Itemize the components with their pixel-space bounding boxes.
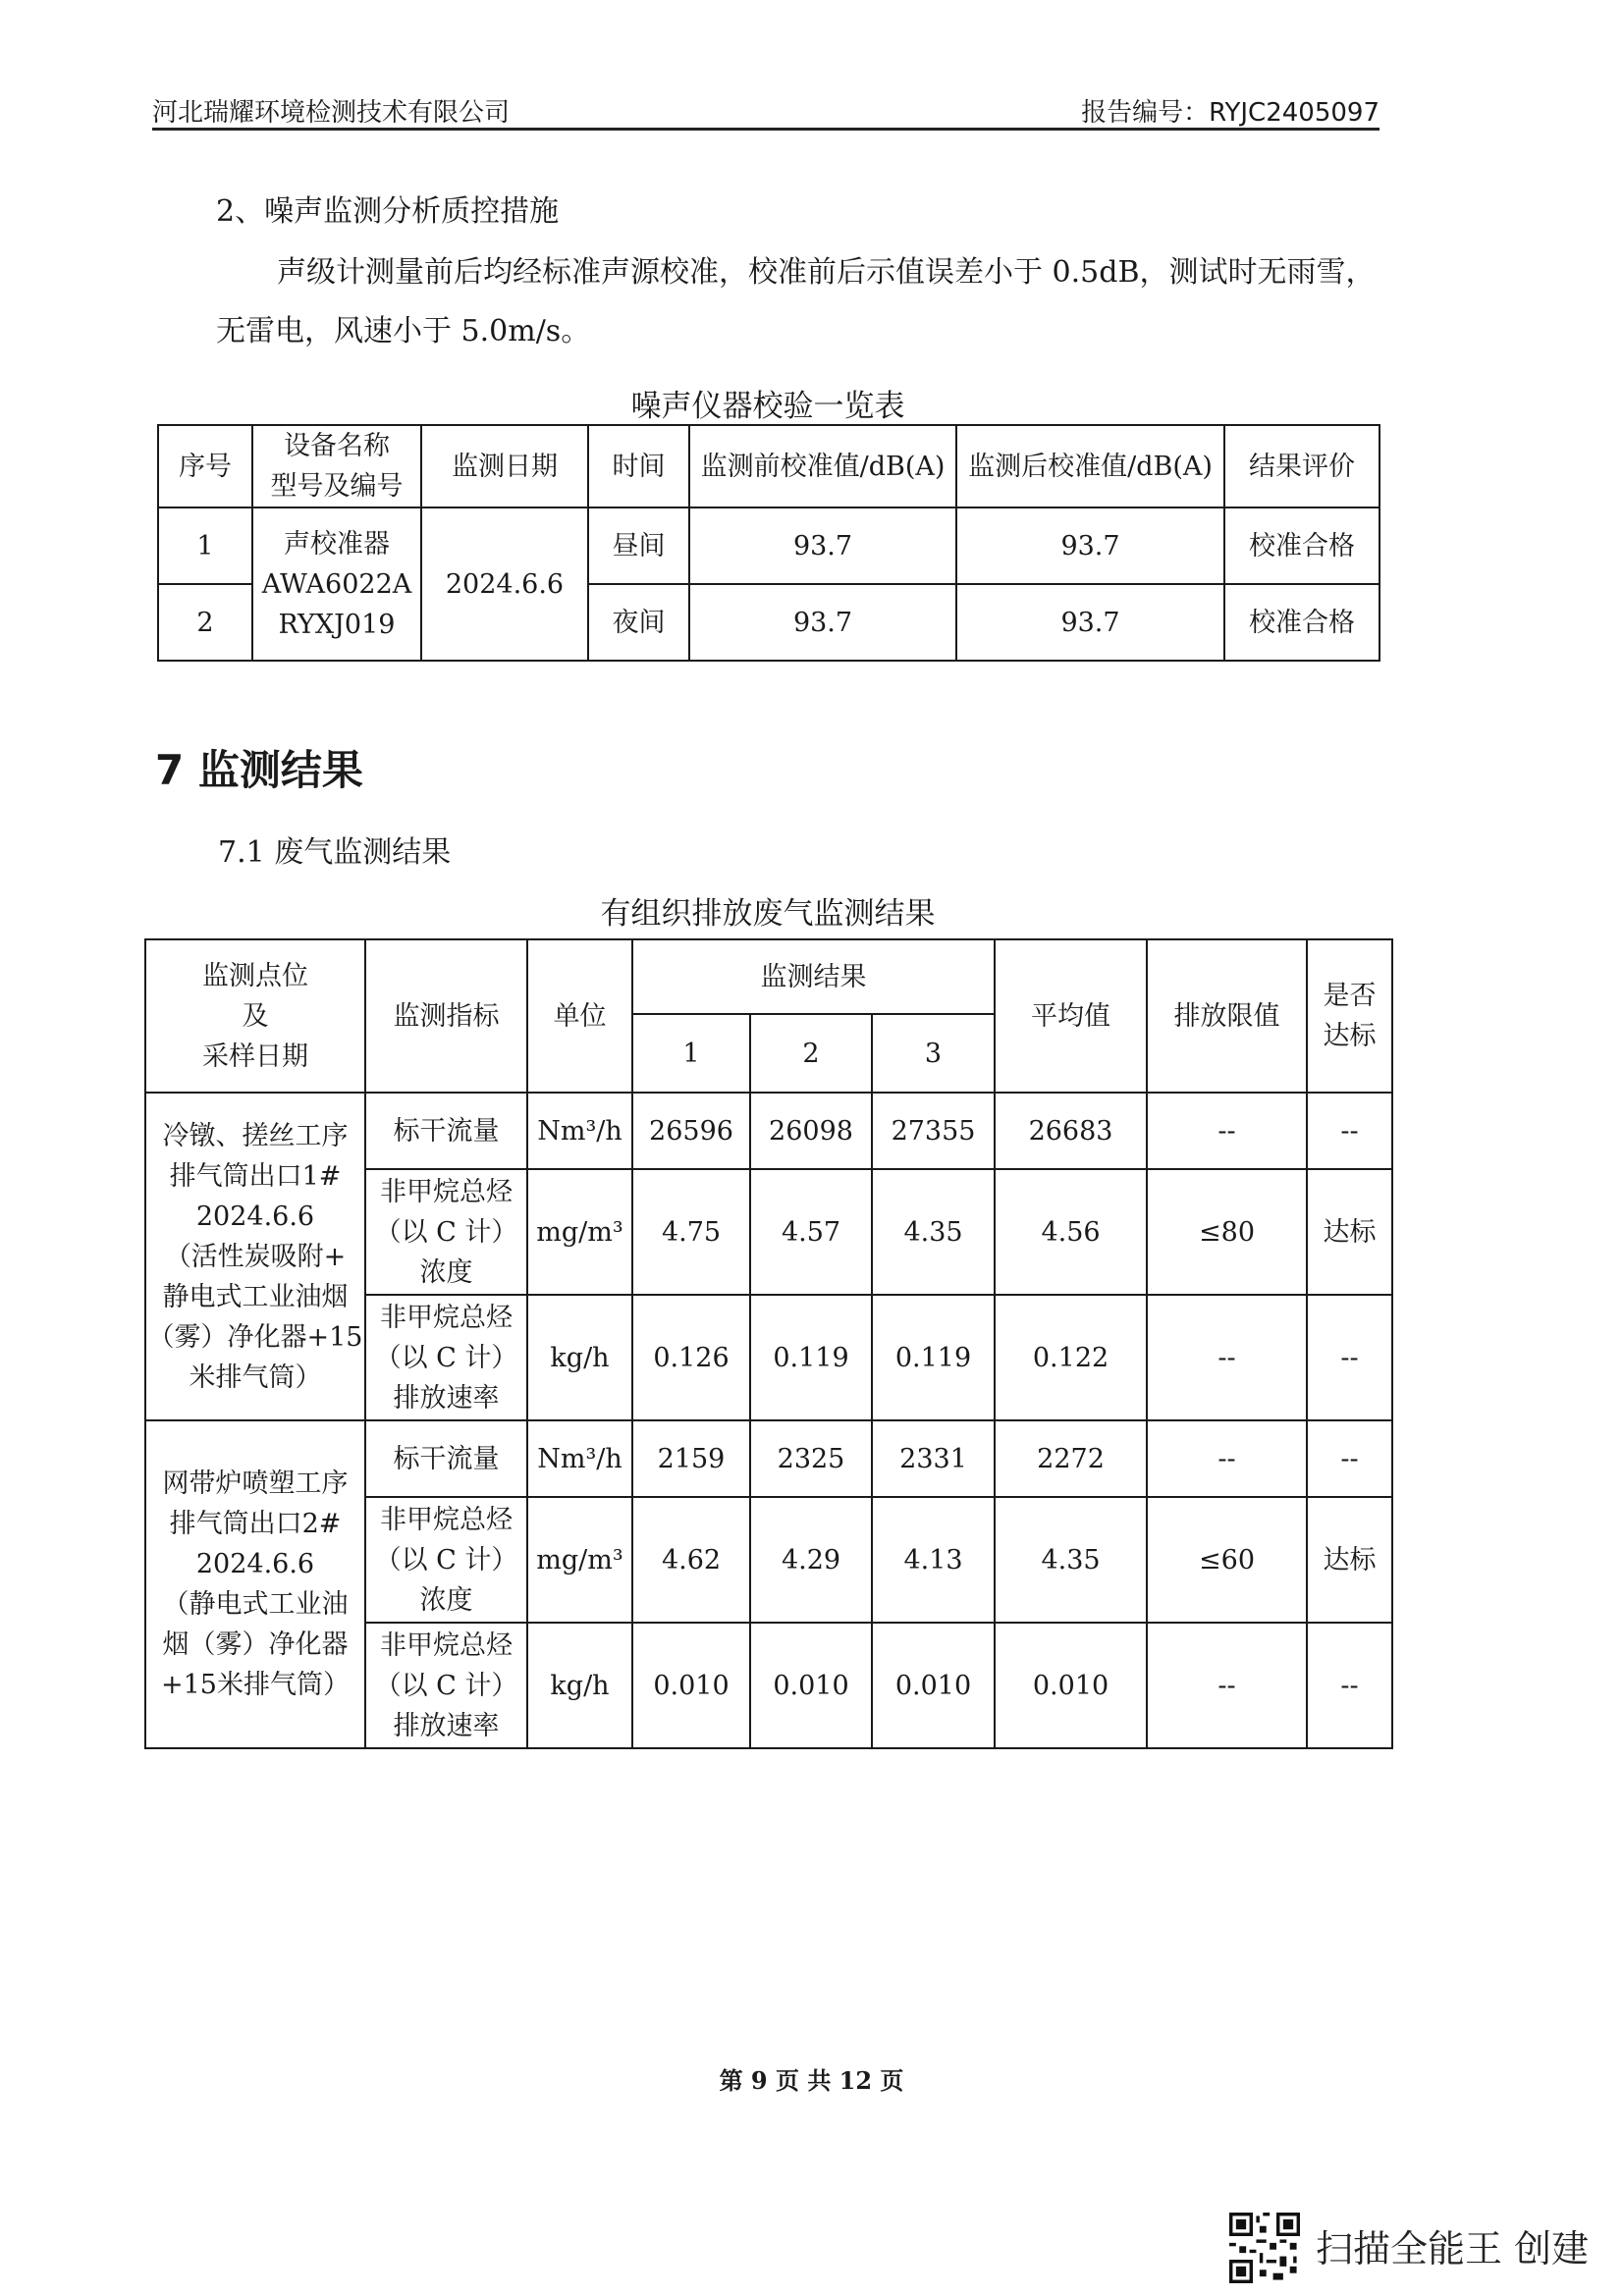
- th-time: 时间: [588, 425, 689, 507]
- point-line: 网带炉喷塑工序: [162, 1468, 349, 1499]
- ok-cell: --: [1307, 1623, 1392, 1748]
- th-compliance: [1307, 939, 1392, 1093]
- indicator-line: 排放速率: [393, 1382, 500, 1414]
- section-title: 7 监测结果: [155, 746, 363, 794]
- indicator-line: 排放速率: [393, 1710, 500, 1741]
- page-footer: 第 9 页 共 12 页: [719, 2066, 904, 2095]
- th-limit: 排放限值: [1147, 939, 1307, 1093]
- unit-cell: mg/m³: [527, 1497, 632, 1623]
- indicator-line: 浓度: [419, 1256, 473, 1288]
- v1-cell: 2159: [632, 1420, 750, 1497]
- v3-cell: 0.119: [872, 1295, 995, 1420]
- th-point-line1: 监测点位: [202, 960, 308, 991]
- th-date: 监测日期: [421, 425, 588, 507]
- table2-header-row1: [145, 939, 1392, 1014]
- th-device-line1: 设备名称: [284, 431, 390, 461]
- indicator-cell: [365, 1623, 527, 1748]
- company-name: 河北瑞耀环境检测技术有限公司: [152, 98, 511, 128]
- th-device: [252, 425, 421, 507]
- avg-cell: 0.010: [995, 1623, 1147, 1748]
- unit-cell: Nm³/h: [527, 1093, 632, 1169]
- scanner-watermark: 扫描全能王 创建: [1316, 2227, 1590, 2270]
- indicator-line: （以 C 计）: [374, 1342, 518, 1373]
- limit-cell: ≤60: [1147, 1497, 1307, 1623]
- th-r3: 3: [872, 1014, 995, 1093]
- point-line: 排气筒出口1#: [169, 1160, 342, 1192]
- v2-cell: 0.119: [750, 1295, 872, 1420]
- indicator-cell: [365, 1093, 527, 1169]
- table-row: [145, 1420, 1392, 1497]
- th-seq: 序号: [158, 425, 252, 507]
- after-cell: 93.7: [956, 507, 1224, 584]
- th-point-line2: 及: [242, 1000, 269, 1032]
- th-indicator: 监测指标: [365, 939, 527, 1093]
- unit-cell: kg/h: [527, 1295, 632, 1420]
- table2-body: [145, 1093, 1392, 1748]
- unit-cell: mg/m³: [527, 1169, 632, 1295]
- ok-cell: 达标: [1307, 1497, 1392, 1623]
- result-cell: 校准合格: [1224, 507, 1380, 584]
- indicator-line: 非甲烷总烃: [380, 1629, 513, 1661]
- th-r2: 2: [750, 1014, 872, 1093]
- point-line: （活性炭吸附+: [164, 1241, 347, 1272]
- point-line: 2024.6.6: [195, 1549, 315, 1579]
- indicator-line: （以 C 计）: [374, 1670, 518, 1701]
- noise-qc-paragraph-line2: 无雷电，风速小于 5.0m/s。: [216, 314, 591, 348]
- th-before: 监测前校准值/dB(A): [689, 425, 956, 507]
- table1-header-row: [158, 425, 1380, 507]
- v3-cell: 4.13: [872, 1497, 995, 1623]
- device-name: 声校准器: [284, 528, 390, 560]
- v1-cell: 4.62: [632, 1497, 750, 1623]
- report-number: 报告编号：RYJC2405097: [1081, 98, 1380, 128]
- v2-cell: 0.010: [750, 1623, 872, 1748]
- indicator-cell: [365, 1295, 527, 1420]
- limit-cell: --: [1147, 1623, 1307, 1748]
- after-cell: 93.7: [956, 584, 1224, 661]
- indicator-line: 标干流量: [393, 1115, 500, 1147]
- th-point-line3: 采样日期: [202, 1041, 308, 1072]
- noise-qc-heading: 2、噪声监测分析质控措施: [216, 194, 560, 229]
- point-line: 2024.6.6: [195, 1201, 315, 1232]
- v2-cell: 4.57: [750, 1169, 872, 1295]
- time-cell: 夜间: [588, 584, 689, 661]
- avg-cell: 26683: [995, 1093, 1147, 1169]
- point-cell: [145, 1093, 365, 1420]
- seq-cell: 1: [158, 507, 252, 584]
- indicator-cell: [365, 1420, 527, 1497]
- v3-cell: 4.35: [872, 1169, 995, 1295]
- v1-cell: 26596: [632, 1093, 750, 1169]
- th-after: 监测后校准值/dB(A): [956, 425, 1224, 507]
- point-line: 排气筒出口2#: [169, 1509, 342, 1539]
- th-avg: 平均值: [995, 939, 1147, 1093]
- th-point: [145, 939, 365, 1093]
- unit-cell: Nm³/h: [527, 1420, 632, 1497]
- point-line: （雾）净化器+15: [147, 1321, 363, 1353]
- v2-cell: 2325: [750, 1420, 872, 1497]
- v3-cell: 27355: [872, 1093, 995, 1169]
- indicator-line: （以 C 计）: [374, 1216, 518, 1248]
- point-line: 烟（雾）净化器: [162, 1629, 349, 1660]
- limit-cell: --: [1147, 1420, 1307, 1497]
- th-compliance-line1: 是否: [1323, 981, 1377, 1011]
- avg-cell: 4.56: [995, 1169, 1147, 1295]
- indicator-line: 非甲烷总烃: [380, 1504, 513, 1535]
- indicator-line: 非甲烷总烃: [380, 1302, 513, 1333]
- v2-cell: 26098: [750, 1093, 872, 1169]
- v3-cell: 0.010: [872, 1623, 995, 1748]
- v1-cell: 4.75: [632, 1169, 750, 1295]
- v2-cell: 4.29: [750, 1497, 872, 1623]
- calibration-table: [157, 424, 1380, 662]
- avg-cell: 2272: [995, 1420, 1147, 1497]
- table2-caption: 有组织排放废气监测结果: [600, 896, 936, 932]
- indicator-line: （以 C 计）: [374, 1544, 518, 1575]
- ok-cell: --: [1307, 1093, 1392, 1169]
- th-unit: 单位: [527, 939, 632, 1093]
- ok-cell: --: [1307, 1420, 1392, 1497]
- avg-cell: 4.35: [995, 1497, 1147, 1623]
- qr-code-icon: [1229, 2213, 1300, 2283]
- indicator-line: 标干流量: [393, 1443, 500, 1474]
- limit-cell: ≤80: [1147, 1169, 1307, 1295]
- v3-cell: 2331: [872, 1420, 995, 1497]
- ok-cell: 达标: [1307, 1169, 1392, 1295]
- table-row: [158, 507, 1380, 584]
- th-compliance-line2: 达标: [1323, 1021, 1377, 1051]
- device-cell: [252, 507, 421, 661]
- date-cell: 2024.6.6: [421, 507, 588, 661]
- limit-cell: --: [1147, 1295, 1307, 1420]
- seq-cell: 2: [158, 584, 252, 661]
- limit-cell: --: [1147, 1093, 1307, 1169]
- unit-cell: kg/h: [527, 1623, 632, 1748]
- indicator-cell: [365, 1497, 527, 1623]
- indicator-line: 浓度: [419, 1584, 473, 1616]
- th-device-line2: 型号及编号: [270, 471, 404, 502]
- point-line: （静电式工业油: [162, 1589, 349, 1620]
- v1-cell: 0.126: [632, 1295, 750, 1420]
- table1-caption: 噪声仪器校验一览表: [630, 389, 905, 424]
- result-cell: 校准合格: [1224, 584, 1380, 661]
- device-model: AWA6022A: [261, 568, 412, 600]
- indicator-cell: [365, 1169, 527, 1295]
- point-line: 冷镦、搓丝工序: [162, 1120, 349, 1151]
- v1-cell: 0.010: [632, 1623, 750, 1748]
- before-cell: 93.7: [689, 507, 956, 584]
- avg-cell: 0.122: [995, 1295, 1147, 1420]
- th-results: 监测结果: [632, 939, 995, 1014]
- time-cell: 昼间: [588, 507, 689, 584]
- exhaust-gas-table: [144, 938, 1393, 1749]
- noise-qc-paragraph-line1: 声级计测量前后均经标准声源校准，校准前后示值误差小于 0.5dB，测试时无雨雪，: [277, 255, 1376, 290]
- ok-cell: --: [1307, 1295, 1392, 1420]
- point-line: +15米排气筒）: [161, 1670, 350, 1700]
- before-cell: 93.7: [689, 584, 956, 661]
- th-r1: 1: [632, 1014, 750, 1093]
- point-line: 静电式工业油烟: [162, 1281, 349, 1312]
- indicator-line: 非甲烷总烃: [380, 1176, 513, 1207]
- th-result: 结果评价: [1224, 425, 1380, 507]
- device-id: RYXJ019: [278, 609, 396, 640]
- subsection-title: 7.1 废气监测结果: [218, 835, 452, 870]
- point-cell: [145, 1420, 365, 1748]
- page-header: [152, 90, 1380, 131]
- table-row: [145, 1093, 1392, 1169]
- point-line: 米排气筒）: [189, 1362, 322, 1393]
